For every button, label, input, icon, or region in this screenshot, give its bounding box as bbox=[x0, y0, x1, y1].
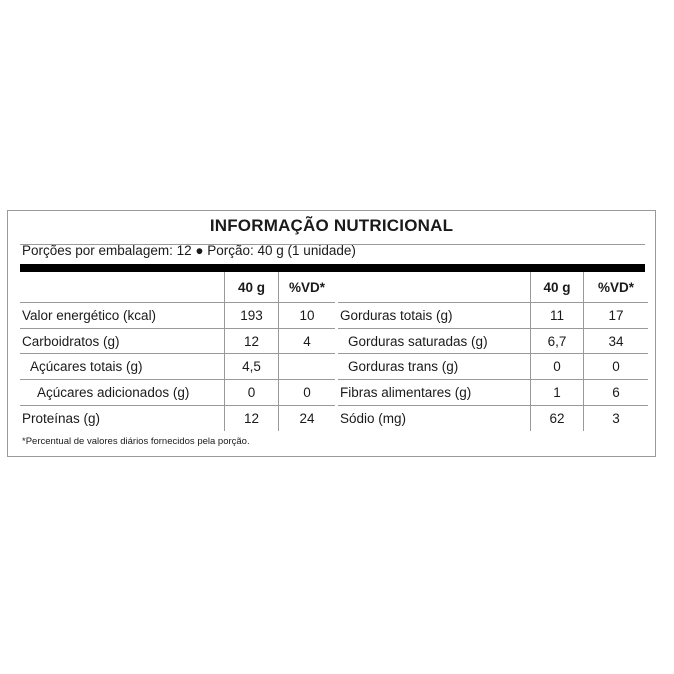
right-nutrient-table bbox=[338, 272, 648, 431]
nutrient-name: Gorduras trans (g) bbox=[348, 359, 459, 375]
nutrient-dv: 3 bbox=[583, 406, 648, 432]
nutrient-amount: 0 bbox=[224, 380, 278, 405]
table-header-row bbox=[338, 272, 648, 303]
nutrient-name: Proteínas (g) bbox=[22, 411, 101, 427]
nutrient-row-energy bbox=[20, 303, 335, 329]
nutrient-amount: 12 bbox=[224, 329, 278, 354]
dv-header: %VD* bbox=[583, 272, 648, 302]
nutrition-facts-label bbox=[7, 210, 656, 457]
nutrient-row-added-sugars bbox=[20, 380, 335, 406]
nutrient-name: Açúcares totais (g) bbox=[30, 359, 143, 375]
nutrient-amount: 11 bbox=[530, 303, 583, 328]
nutrient-amount: 12 bbox=[224, 406, 278, 432]
nutrient-name: Carboidratos (g) bbox=[22, 333, 120, 349]
nutrient-dv: 10 bbox=[278, 303, 335, 328]
nutrient-row-sodium bbox=[338, 406, 648, 432]
nutrient-row-saturated-fat bbox=[338, 329, 648, 355]
nutrient-amount: 193 bbox=[224, 303, 278, 328]
nutrient-row-total-sugars bbox=[20, 354, 335, 380]
nutrient-dv bbox=[278, 354, 335, 379]
nutrient-amount: 6,7 bbox=[530, 329, 583, 354]
nutrient-name: Fibras alimentares (g) bbox=[340, 384, 472, 400]
serving-info: Porções por embalagem: 12 ● Porção: 40 g (1 unidade) bbox=[22, 243, 356, 258]
nutrient-amount: 4,5 bbox=[224, 354, 278, 379]
thick-divider bbox=[20, 264, 645, 272]
nutrient-dv: 17 bbox=[583, 303, 648, 328]
nutrient-name: Valor energético (kcal) bbox=[22, 307, 157, 323]
nutrient-dv: 6 bbox=[583, 380, 648, 405]
nutrient-row-fiber bbox=[338, 380, 648, 406]
amount-header: 40 g bbox=[224, 272, 278, 302]
table-header-row bbox=[20, 272, 335, 303]
nutrient-dv: 24 bbox=[278, 406, 335, 432]
nutrient-dv: 0 bbox=[583, 354, 648, 379]
nutrient-dv: 0 bbox=[278, 380, 335, 405]
nutrient-row-trans-fat bbox=[338, 354, 648, 380]
nutrient-row-total-fat bbox=[338, 303, 648, 329]
amount-header: 40 g bbox=[530, 272, 583, 302]
nutrient-name: Gorduras saturadas (g) bbox=[348, 333, 488, 349]
nutrient-row-carbohydrates bbox=[20, 329, 335, 355]
nutrient-dv: 34 bbox=[583, 329, 648, 354]
nutrient-amount: 62 bbox=[530, 406, 583, 432]
left-nutrient-table bbox=[20, 272, 335, 431]
label-title: INFORMAÇÃO NUTRICIONAL bbox=[209, 216, 454, 235]
nutrient-name: Gorduras totais (g) bbox=[340, 307, 453, 323]
footnote: *Percentual de valores diários fornecidos pela porção. bbox=[22, 436, 250, 447]
nutrient-dv: 4 bbox=[278, 329, 335, 354]
nutrient-name: Açúcares adicionados (g) bbox=[37, 384, 190, 400]
nutrient-row-proteins bbox=[20, 406, 335, 432]
nutrient-amount: 1 bbox=[530, 380, 583, 405]
nutrient-amount: 0 bbox=[530, 354, 583, 379]
dv-header: %VD* bbox=[278, 272, 335, 302]
nutrient-name: Sódio (mg) bbox=[340, 411, 407, 427]
